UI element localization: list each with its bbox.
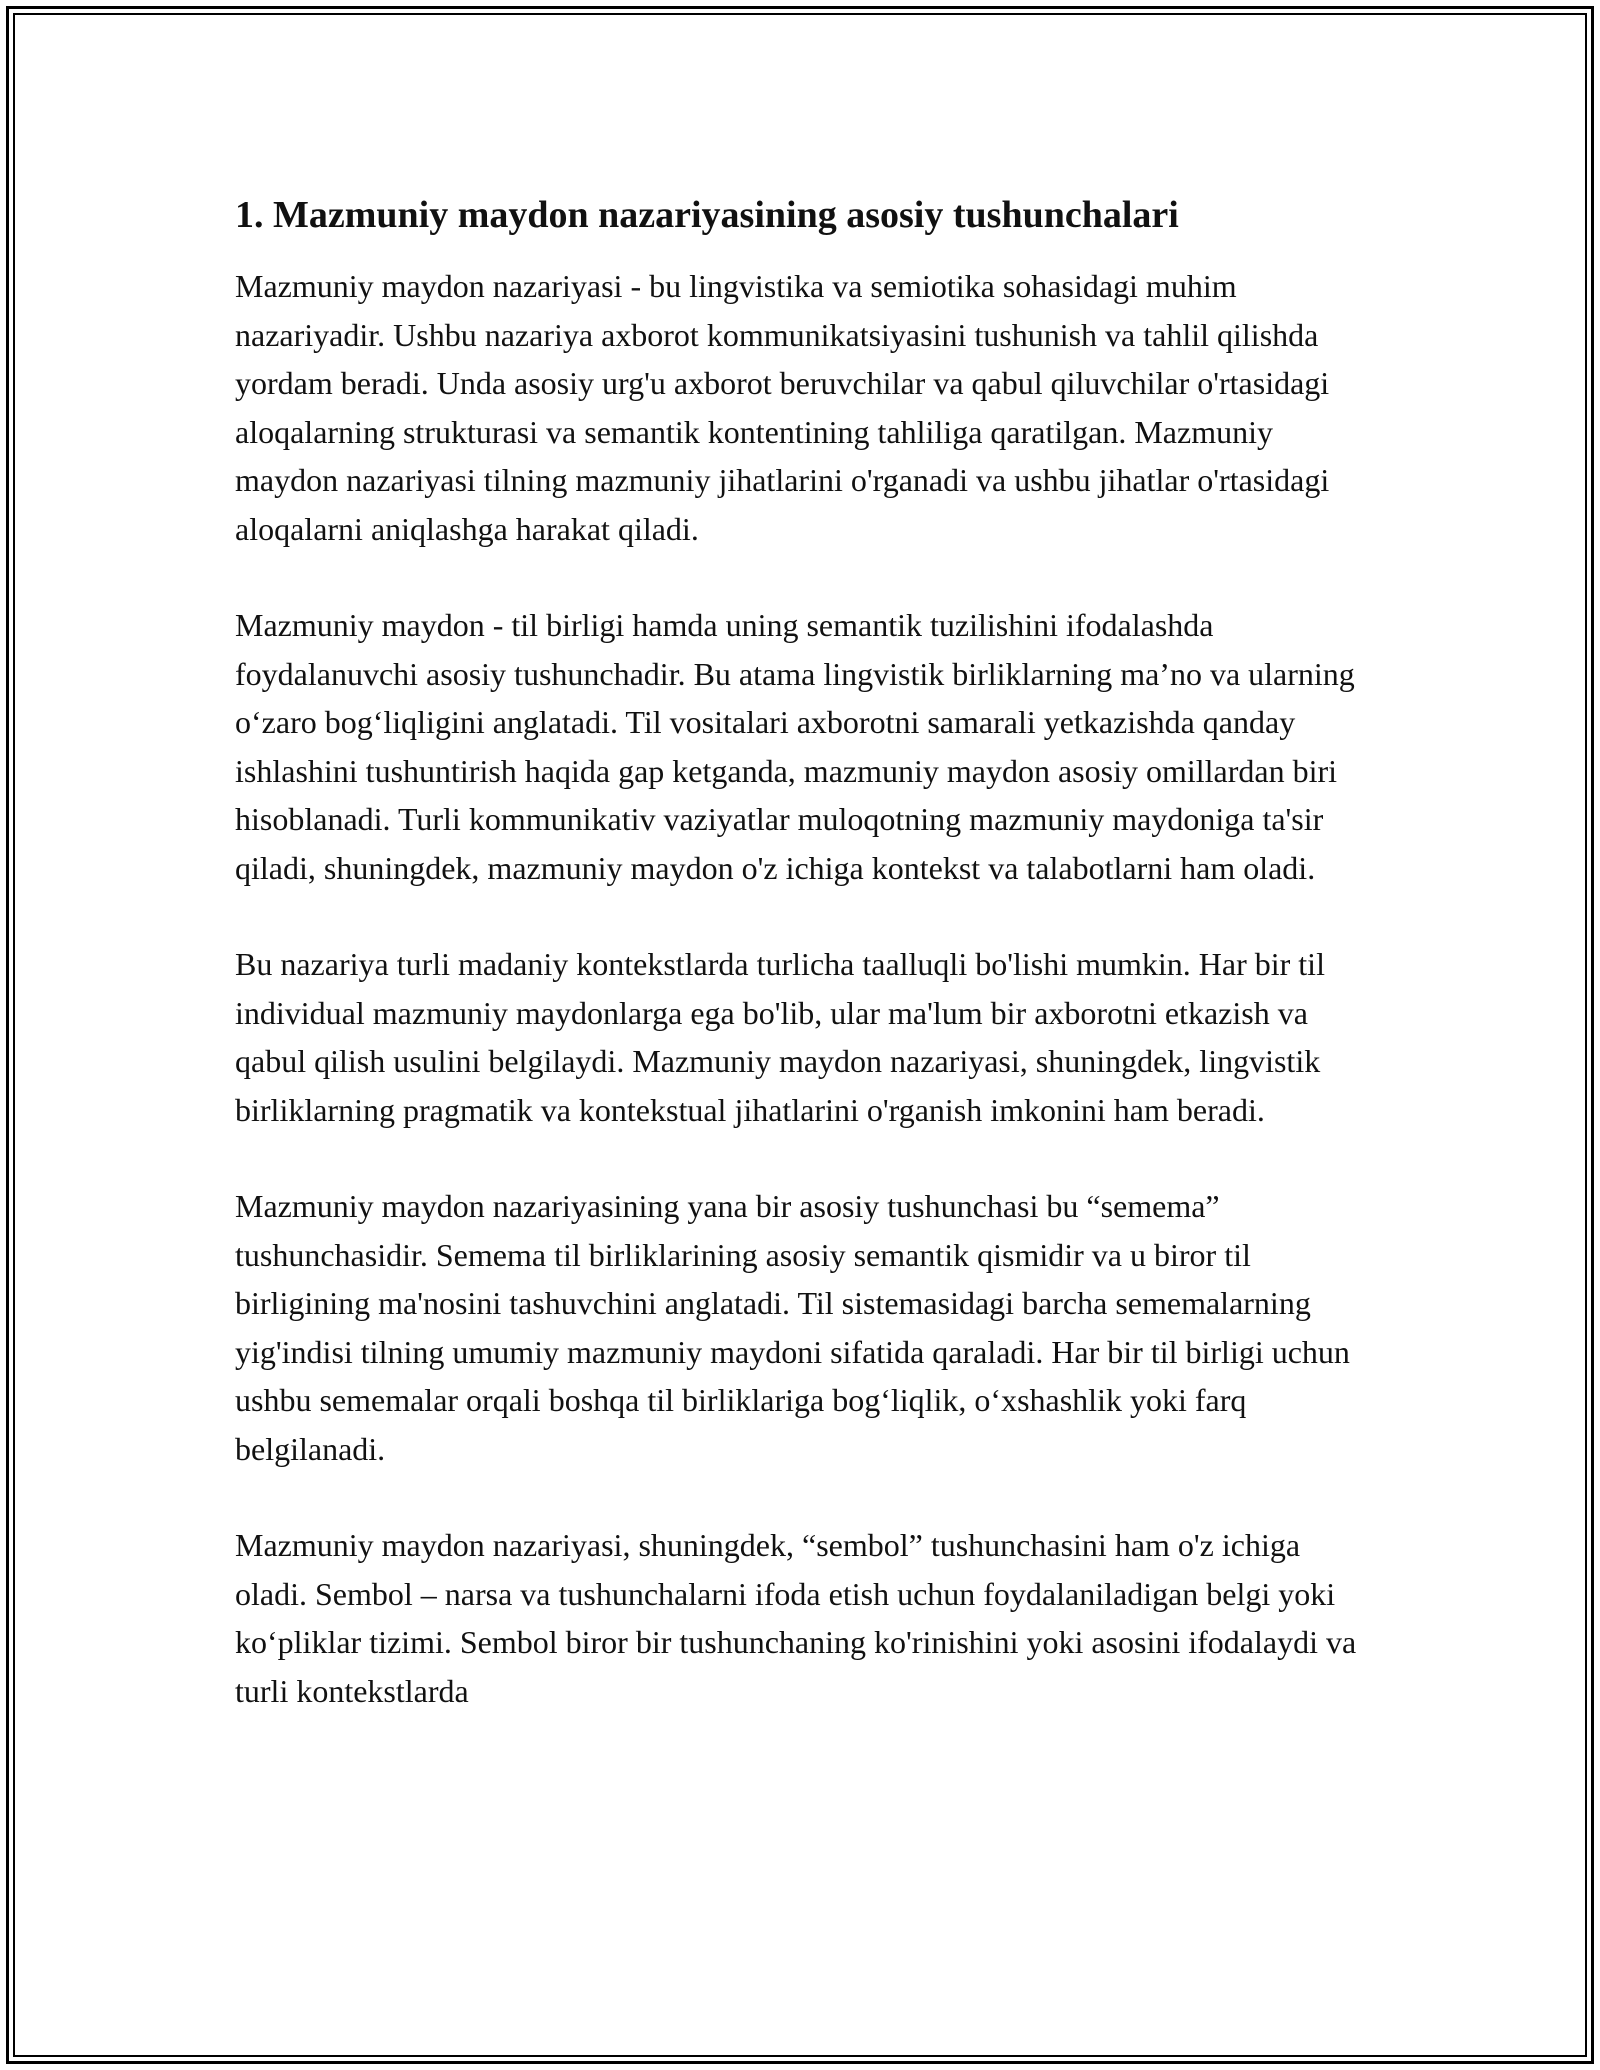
paragraph-1: Mazmuniy maydon nazariyasi - bu lingvistika va semiotika sohasidagi muhim nazariyadir. Ushbu nazariya axborot kommunikatsiyasini tushunish va tahlil qilishda yordam beradi. Unda asosiy urg'u axborot beruvchilar va qabul qiluvchilar o'rtasidagi aloqalarning strukturasi va semantik kontentining tahliliga qaratilgan. Mazmuniy maydon nazariyasi tilning mazmuniy jihatlarini o'rganadi va ushbu jihatlar o'rtasidagi aloqalarni aniqlashga harakat qiladi. (235, 268, 1330, 547)
paragraph-3: Bu nazariya turli madaniy kontekstlarda turlicha taalluqli bo'lishi mumkin. Har bir til individual mazmuniy maydonlarga ega bo'lib, ular ma'lum bir axborotni etkazish va qabul qilish usulini belgilaydi. Mazmuniy maydon nazariyasi, shuningdek, lingvistik birliklarning pragmatik va kontekstual jihatlarini o'rganish imkonini ham beradi. (235, 946, 1325, 1128)
document-body (235, 188, 1370, 1763)
paragraph-5: Mazmuniy maydon nazariyasi, shuningdek, “sembol” tushunchasini ham o'z ichiga oladi. Sembol – narsa va tushunchalarni ifoda etish uchun foydalaniladigan belgi yoki ko‘pliklar tizimi. Sembol biror bir tushunchaning ko'rinishini yoki asosini ifodalaydi va turli kontekstlarda (235, 1527, 1357, 1709)
section-heading: 1. Mazmuniy maydon nazariyasining asosiy tushunchalari (235, 194, 1179, 236)
paragraph-4: Mazmuniy maydon nazariyasining yana bir asosiy tushunchasi bu “semema” tushunchasidir. Semema til birliklarining asosiy semantik qismidir va u biror til birligining ma'nosini tashuvchini anglatadi. Til sistemasidagi barcha sememalarning yig'indisi tilning umumiy mazmuniy maydoni sifatida qaraladi. Har bir til birligi uchun ushbu sememalar orqali boshqa til birliklariga bog‘liqlik, o‘xshashlik yoki farq belgilanadi. (235, 1188, 1350, 1467)
paragraph-2: Mazmuniy maydon - til birligi hamda uning semantik tuzilishini ifodalashda foydalanuvchi asosiy tushunchadir. Bu atama lingvistik birliklarning ma’no va ularning o‘zaro bog‘liqligini anglatadi. Til vositalari axborotni samarali yetkazishda qanday ishlashini tushuntirish haqida gap ketganda, mazmuniy maydon asosiy omillardan biri hisoblanadi. Turli kommunikativ vaziyatlar muloqotning mazmuniy maydoniga ta'sir qiladi, shuningdek, mazmuniy maydon o'z ichiga kontekst va talabotlarni ham oladi. (235, 607, 1355, 886)
